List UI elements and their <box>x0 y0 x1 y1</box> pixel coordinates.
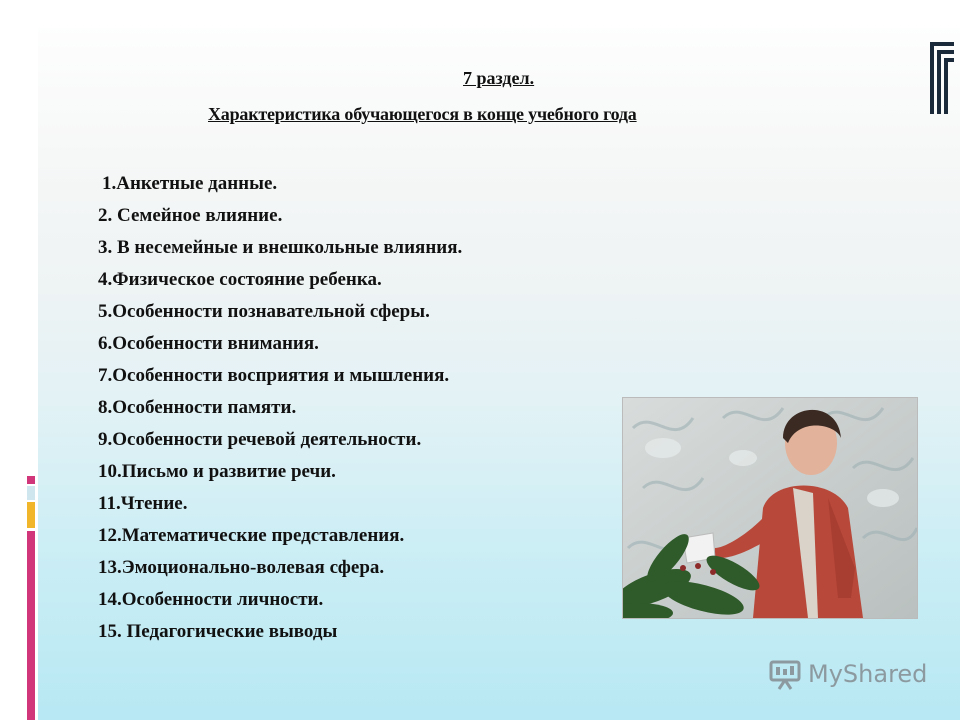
list-item: 4.Физическое состояние ребенка. <box>98 269 382 290</box>
list-item: 6.Особенности внимания. <box>98 333 319 354</box>
list-item: 11.Чтение. <box>98 493 188 514</box>
list-item: 5.Особенности познавательной сферы. <box>98 301 430 322</box>
student-photo <box>622 397 918 619</box>
section-title: 7 раздел. <box>463 68 535 88</box>
watermark-text: MyShared <box>808 660 928 688</box>
decor-bar-pink-small <box>27 476 35 484</box>
watermark-logo <box>768 657 927 691</box>
presentation-icon <box>768 657 802 691</box>
section-subtitle: Характеристика обучающегося в конце учебного года <box>208 104 637 124</box>
list-item: 10.Письмо и развитие речи. <box>98 461 336 482</box>
list-item: 9.Особенности речевой деятельности. <box>98 429 422 450</box>
list-item: 14.Особенности личности. <box>98 589 324 610</box>
corner-decoration <box>930 42 954 114</box>
list-item: 2. Семейное влияние. <box>98 205 283 226</box>
list-item: 7.Особенности восприятия и мышления. <box>98 365 450 386</box>
decor-bar-yellow <box>27 502 35 528</box>
list-item: 8.Особенности памяти. <box>98 397 297 418</box>
list-item: 3. В несемейные и внешкольные влияния. <box>98 237 463 258</box>
list-item: 13.Эмоционально-волевая сфера. <box>98 557 385 578</box>
top-band <box>38 0 960 28</box>
topic-list <box>98 170 462 650</box>
decor-bar-pink <box>27 531 35 720</box>
list-item: 15. Педагогические выводы <box>98 621 338 642</box>
list-item: 12.Математические представления. <box>98 525 405 546</box>
decor-bar-blue <box>27 486 35 500</box>
list-item: 1.Анкетные данные. <box>102 173 278 194</box>
